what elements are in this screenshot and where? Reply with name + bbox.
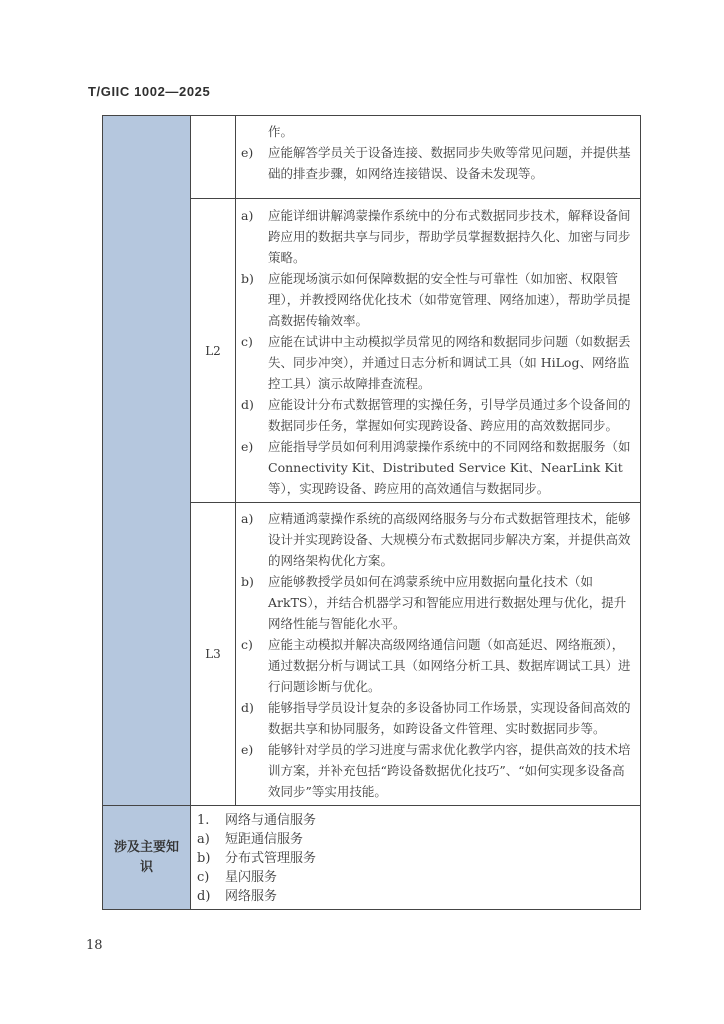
level-label-l3: L3 [191, 503, 236, 806]
list-item [241, 268, 633, 331]
item-marker: e) [241, 145, 254, 160]
item-text: 应能主动模拟并解决高级网络通信问题（如高延迟、网络瓶颈），通过数据分析与调试工具（如网络分析工具、数据库调试工具）进行问题诊断与优化。 [268, 637, 631, 694]
item-text: 网络服务 [225, 889, 278, 904]
criteria-cell-continued [236, 116, 640, 199]
knowledge-item [197, 811, 630, 830]
knowledge-item [197, 849, 630, 868]
list-item [241, 634, 633, 697]
item-marker: c) [241, 334, 253, 349]
item-text: 应能指导学员如何利用鸿蒙操作系统中的不同网络和数据服务（如 Connectivity Kit、Distributed Service Kit、NearLink Kit 等），实现跨设备、跨应用的高效通信与数据同步。 [268, 439, 631, 496]
level-cell-continued [191, 116, 236, 199]
item-text: 能够指导学员设计复杂的多设备协同工作场景，实现设备间高效的数据共享和协同服务，如跨设备文件管理、实时数据同步等。 [268, 700, 631, 736]
item-text: 应能在试讲中主动模拟学员常见的网络和数据同步问题（如数据丢失、同步冲突），并通过日志分析和调试工具（如 HiLog、网络监控工具）演示故障排查流程。 [268, 334, 631, 391]
criteria-cell-l2 [236, 199, 640, 503]
knowledge-item [197, 887, 630, 906]
item-text: 网络与通信服务 [225, 813, 317, 828]
list-item [241, 436, 633, 499]
item-text: 星闪服务 [225, 870, 278, 885]
item-marker: d) [197, 889, 211, 904]
item-text: 应能解答学员关于设备连接、数据同步失败等常见问题，并提供基础的排查步骤，如网络连接错误、设备未发现等。 [268, 145, 631, 181]
list-item [241, 205, 633, 268]
list-item [241, 331, 633, 394]
knowledge-list-cell [191, 806, 640, 909]
list-item [241, 697, 633, 739]
item-text: 分布式管理服务 [225, 851, 317, 866]
item-text: 应精通鸿蒙操作系统的高级网络服务与分布式数据管理技术，能够设计并实现跨设备、大规模分布式数据同步解决方案，并提供高效的网络架构优化方案。 [268, 511, 631, 568]
item-marker: c) [241, 637, 253, 652]
category-blue-cell [103, 116, 191, 806]
knowledge-label-cell: 涉及主要知识 [103, 806, 191, 909]
item-marker: b) [197, 851, 211, 866]
item-marker: 1. [197, 813, 210, 828]
item-marker: e) [241, 742, 254, 757]
item-text: 作。 [268, 124, 294, 139]
item-marker: d) [241, 700, 254, 715]
list-item [241, 121, 633, 142]
item-text: 能够针对学员的学习进度与需求优化教学内容，提供高效的技术培训方案，并补充包括“跨设备数据优化技巧”、“如何实现多设备高效同步”等实用技能。 [268, 742, 631, 799]
knowledge-item [197, 868, 630, 887]
item-marker: d) [241, 397, 254, 412]
item-marker: a) [241, 208, 254, 223]
item-text: 应能设计分布式数据管理的实操任务，引导学员通过多个设备间的数据同步任务，掌握如何实现跨设备、跨应用的高效数据同步。 [268, 397, 631, 433]
item-marker: b) [241, 574, 254, 589]
item-marker: a) [241, 511, 254, 526]
item-marker: c) [197, 870, 210, 885]
criteria-cell-l3 [236, 503, 640, 806]
document-code-header: T/GIIC 1002—2025 [88, 84, 211, 99]
list-item [241, 571, 633, 634]
page-number: 18 [86, 938, 103, 953]
item-marker: b) [241, 271, 254, 286]
item-text: 应能够教授学员如何在鸿蒙系统中应用数据向量化技术（如 ArkTS），并结合机器学习和智能应用进行数据处理与优化，提升网络性能与智能化水平。 [268, 574, 627, 631]
list-item [241, 142, 633, 184]
item-marker: e) [241, 439, 254, 454]
item-text: 短距通信服务 [225, 832, 304, 847]
knowledge-item [197, 830, 630, 849]
list-item [241, 739, 633, 802]
list-item [241, 508, 633, 571]
qualification-criteria-table [102, 115, 641, 910]
item-text: 应能详细讲解鸿蒙操作系统中的分布式数据同步技术，解释设备间跨应用的数据共享与同步，帮助学员掌握数据持久化、加密与同步策略。 [268, 208, 631, 265]
item-text: 应能现场演示如何保障数据的安全性与可靠性（如加密、权限管理），并教授网络优化技术（如带宽管理、网络加速），帮助学员提高数据传输效率。 [268, 271, 631, 328]
level-label-l2: L2 [191, 199, 236, 503]
list-item [241, 394, 633, 436]
item-marker: a) [197, 832, 210, 847]
